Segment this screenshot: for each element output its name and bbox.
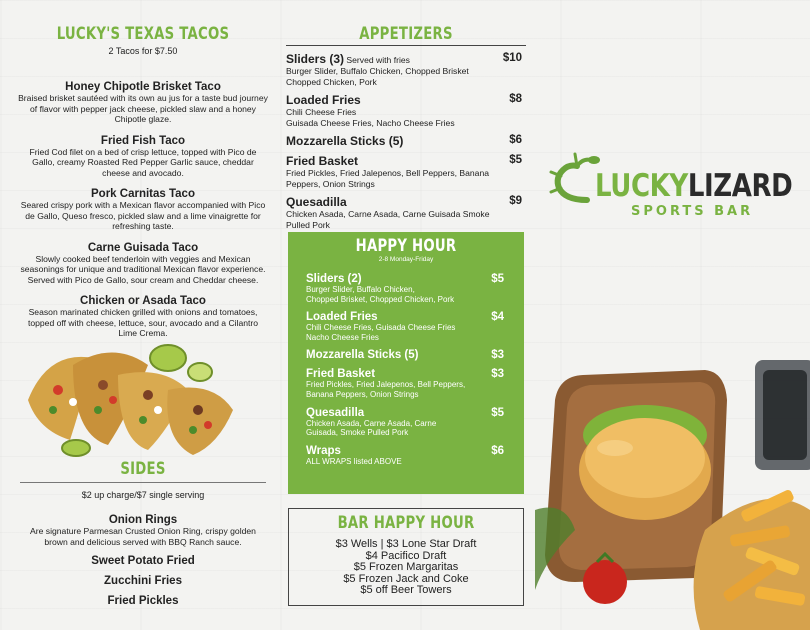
side-item (18, 555, 268, 567)
appetizer-price: $10 (502, 52, 522, 64)
bar-happy-hour-title: BAR HAPPY HOUR (337, 513, 475, 533)
taco-description: Braised brisket sautéed with its own au jus for a taste bud journey of flavor with pepper jack cheese, pickled slaw and a honey Chipotle glaze. (18, 93, 268, 124)
appetizer-name: Quesadilla (286, 195, 347, 209)
bar-special-line: $5 Frozen Jack and Coke (343, 572, 469, 585)
happy-hour-item-name: Quesadilla (306, 406, 365, 419)
happy-hour-subtitle: 2-8 Monday-Friday (378, 256, 434, 263)
taco-name: Honey Chipotle Brisket Taco (65, 81, 221, 93)
happy-hour-item-name: Mozzarella Sticks (5) (306, 349, 419, 362)
sides-title: SIDES (120, 459, 166, 479)
tacos-title: LUCKY'S TEXAS TACOS (56, 24, 230, 44)
happy-hour-item-name: Fried Basket (306, 368, 376, 381)
happy-hour-item (306, 349, 504, 361)
happy-hour-item-price: $3 (491, 368, 504, 381)
appetizer-price: $8 (509, 93, 522, 105)
happy-hour-item-price: $5 (491, 273, 504, 285)
side-item (18, 514, 268, 547)
sides-list (18, 506, 268, 607)
burger-fries-photo (535, 360, 810, 630)
lucky-lizard-logo (547, 148, 809, 228)
happy-hour-item (306, 445, 504, 467)
appetizer-price: $6 (509, 134, 522, 146)
side-name: Fried Pickles (107, 595, 179, 607)
happy-hour-item-price: $4 (491, 311, 504, 324)
side-description: Are signature Parmesan Crusted Onion Ring, crispy golden brown and delicious served with BBQ Ranch sauce. (30, 526, 256, 547)
taco-item (18, 81, 268, 125)
bar-specials (289, 539, 523, 597)
happy-hour-item-price: $3 (491, 349, 504, 362)
bar-special-line: $5 off Beer Towers (360, 584, 452, 596)
happy-hour-title: HAPPY HOUR (355, 236, 457, 256)
appetizer-description: Burger Slider, Buffalo Chicken, Chopped Brisket Chopped Chicken, Pork (286, 66, 469, 87)
sides-subtitle: $2 up charge/$7 single serving (81, 490, 205, 500)
happy-hour-item (306, 368, 504, 399)
side-item (18, 595, 268, 607)
appetizer-description: Chili Cheese Fries Guisada Cheese Fries, Nacho Cheese Fries (286, 107, 455, 128)
appetizers-divider (286, 45, 526, 46)
appetizers-title: APPETIZERS (359, 24, 453, 44)
bar-special-line: $3 Wells | $3 Lone Star Draft (335, 538, 477, 550)
appetizers-list (286, 52, 526, 236)
tacos-list (18, 71, 268, 339)
logo-tagline: SPORTS BAR (631, 204, 754, 219)
taco-name: Pork Carnitas Taco (91, 188, 195, 200)
taco-item (18, 242, 268, 286)
taco-name: Chicken or Asada Taco (80, 295, 206, 307)
bar-special-line: $4 Pacifico Draft (365, 549, 447, 562)
side-name: Sweet Potato Fried (91, 555, 195, 567)
happy-hour-item (306, 273, 504, 304)
happy-hour-item-description: Chicken Asada, Carne Asada, Carne Guisada, Smoke Pulled Pork (306, 418, 437, 438)
tacos-photo (18, 330, 248, 460)
appetizer-name: Loaded Fries (286, 93, 361, 107)
taco-description: Slowly cooked beef tenderloin with veggies and Mexican seasonings for unique and traditional Mexican flavor experience. Served with Pico de Gallo, sour cream and Cheddar cheese. (20, 253, 266, 285)
appetizer-item (286, 134, 526, 148)
taco-item (18, 135, 268, 179)
happy-hour-item-name: Sliders (2) (306, 273, 362, 285)
appetizer-note: Served with fries (344, 55, 410, 65)
happy-hour-item-description: ALL WRAPS listed ABOVE (306, 456, 402, 466)
happy-hour-item-price: $5 (491, 406, 504, 419)
tacos-subtitle: 2 Tacos for $7.50 (108, 46, 178, 56)
appetizer-name: Fried Basket (286, 154, 359, 168)
side-name: Onion Rings (108, 514, 178, 526)
happy-hour-item (306, 311, 504, 342)
appetizer-item (286, 154, 526, 189)
appetizer-name: Mozzarella Sticks (5) (286, 134, 404, 148)
logo-word-lizard: LIZARD (687, 168, 793, 204)
happy-hour-panel (288, 232, 524, 494)
taco-description: Seared crispy pork with a Mexican flavor accompanied with Pico de Gallo, Queso fresco, pickled slaw and a lime vinaigrette for refreshing taste. (20, 200, 266, 231)
happy-hour-item-description: Chili Cheese Fries, Guisada Cheese Fries Nacho Cheese Fries (306, 323, 456, 342)
appetizer-description: Fried Pickles, Fried Jalepenos, Bell Peppers, Banana Peppers, Onion Strings (286, 168, 490, 189)
happy-hour-item-description: Burger Slider, Buffalo Chicken, Chopped Brisket, Chopped Chicken, Pork (306, 285, 455, 304)
side-name: Zucchini Fries (104, 575, 182, 587)
taco-description: Season marinated chicken grilled with onions and tomatoes, topped off with cheese, lettuce, sour, avocado and a Cilantro Lime Crema. (27, 307, 259, 338)
appetizer-name: Sliders (3) (286, 52, 345, 66)
appetizer-description: Chicken Asada, Carne Asada, Carne Guisada Smoke Pulled Pork (286, 209, 490, 230)
logo-wordmark (595, 168, 792, 204)
happy-hour-item-price: $6 (491, 444, 504, 457)
taco-description: Fried Cod filet on a bed of crisp lettuce, topped with Pico de Gallo, creamy Roasted Red Pepper Garlic sauce, cheddar cheese and avocado. (29, 146, 257, 178)
happy-hour-item-name: Wraps (306, 444, 341, 457)
taco-name: Carne Guisada Taco (87, 241, 199, 254)
happy-hour-list (288, 263, 524, 466)
happy-hour-item (306, 407, 504, 438)
bar-happy-hour-panel (288, 508, 524, 606)
side-item (18, 575, 268, 587)
appetizer-item (286, 93, 526, 128)
appetizer-price: $9 (509, 195, 522, 207)
bar-special-line: $5 Frozen Margaritas (353, 561, 459, 573)
appetizer-item (286, 52, 526, 87)
happy-hour-item-name: Loaded Fries (306, 311, 378, 324)
taco-item (18, 188, 268, 232)
taco-name: Fried Fish Taco (100, 134, 186, 147)
appetizer-price: $5 (509, 154, 522, 166)
logo-word-lucky: LUCKY (595, 168, 688, 204)
appetizer-item (286, 195, 526, 230)
happy-hour-item-description: Fried Pickles, Fried Jalepenos, Bell Peppers, Banana Peppers, Onion Strings (306, 380, 466, 399)
sides-divider (20, 482, 266, 483)
